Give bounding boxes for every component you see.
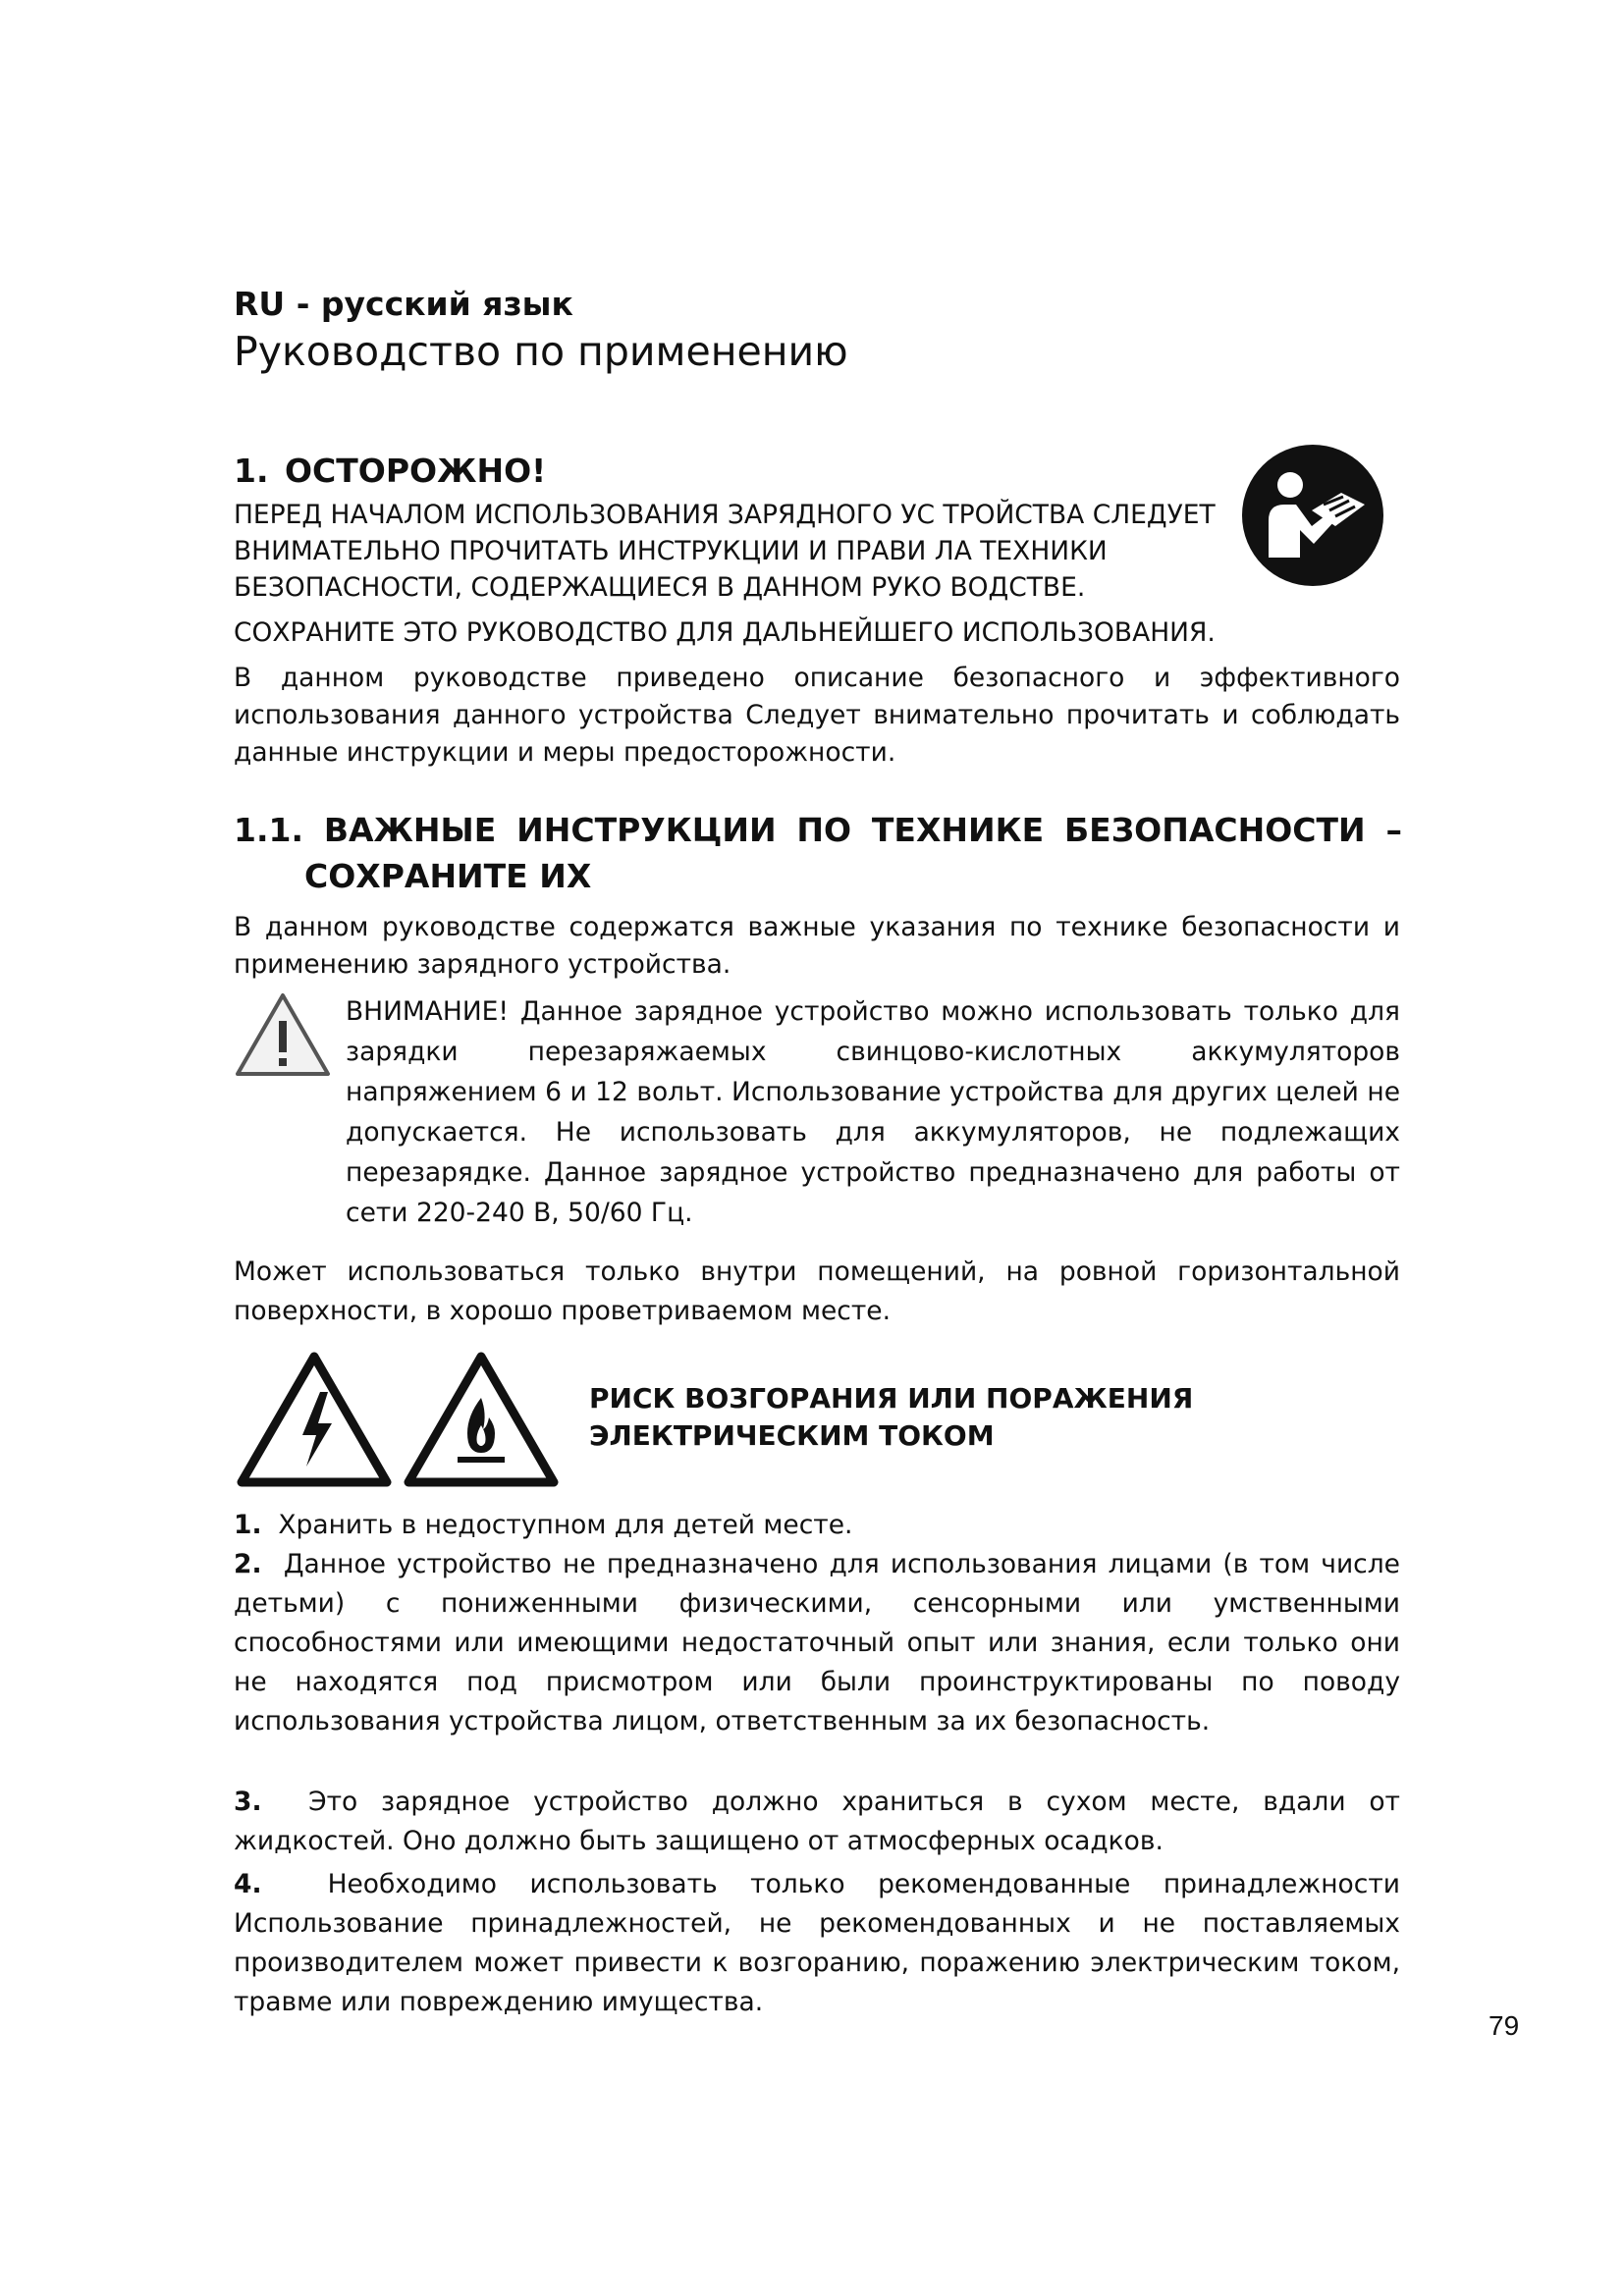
section-1-heading [234,452,546,490]
heading-word: БЕЗОПАСНОСТИ [1064,811,1366,849]
section-1-1-heading-line-1 [234,811,1402,849]
section-1-1-heading-line-2: СОХРАНИТЕ ИХ [304,857,592,895]
heading-word: ИНСТРУКЦИИ [516,811,777,849]
section-1-title: ОСТОРОЖНО! [285,452,547,490]
indoor-use-text: Может использоваться только внутри помещений, на ровной горизонтальной поверхности, в хорошо проветриваемом месте. [234,1256,1400,1326]
list-item [234,1506,1400,1545]
electric-hazard-icon [236,1351,393,1488]
caution-line-2: ВНИМАТЕЛЬНО ПРОЧИТАТЬ ИНСТРУКЦИИ И ПРАВИ ЛА ТЕХНИКИ [234,536,1108,566]
list-item-text: Хранить в недоступном для детей месте. [278,1510,853,1540]
page-number: 79 [1489,2010,1520,2041]
list-item [234,1783,1400,1861]
section-1-number: 1. [234,452,269,490]
heading-word: ВАЖНЫЕ [323,811,497,849]
read-manual-icon [1239,442,1386,589]
heading-word: ПО [796,811,852,849]
section-1-1-number: 1.1. [234,811,303,849]
list-item-text: Данное устройство не предназначено для использования лицами (в том числе детьми) с пониженными физическими, сенсорными или умственными способностями или имеющими недостаточный опыт или знания, если только они не находятся под присмотром или были проинструктированы по поводу использования устройства лицом, ответственным за их безопасность. [234,1549,1400,1736]
risk-title: РИСК ВОЗГОРАНИЯ ИЛИ ПОРАЖЕНИЯ ЭЛЕКТРИЧЕСКИМ ТОКОМ [589,1382,1194,1452]
fire-hazard-icon [403,1351,560,1488]
section-1-intro: В данном руководстве приведено описание безопасного и эффективного использования данного устройства Следует внимательно прочитать и соблюдать данные инструкции и меры предосторожности. [234,663,1400,768]
heading-word: ТЕХНИКЕ [871,811,1045,849]
warning-triangle-icon [234,991,332,1078]
list-item-number: 3. [234,1787,262,1817]
caution-line-4: СОХРАНИТЕ ЭТО РУКОВОДСТВО ДЛЯ ДАЛЬНЕЙШЕГО ИСПОЛЬЗОВАНИЯ. [234,617,1216,648]
heading-word: – [1385,811,1402,849]
list-item [234,1545,1400,1741]
warning-text: ВНИМАНИЕ! Данное зарядное устройство можно использовать только для зарядки перезаряжаемых свинцово-кислотных аккумуляторов напряжением 6 и 12 вольт. Использование устройства для других целей не допускается. Не использовать для аккумуляторов, не подлежащих перезарядке. Данное зарядное устройство предназначено для работы от сети 220-240 В, 50/60 Гц. [346,996,1400,1228]
list-item-number: 2. [234,1549,262,1579]
caution-line-1: ПЕРЕД НАЧАЛОМ ИСПОЛЬЗОВАНИЯ ЗАРЯДНОГО УС ТРОЙСТВА СЛЕДУЕТ [234,500,1216,530]
list-item-number: 1. [234,1510,262,1540]
list-item [234,1865,1400,2022]
caution-line-3: БЕЗОПАСНОСТИ, СОДЕРЖАЩИЕСЯ В ДАННОМ РУКО ВОДСТВЕ. [234,572,1086,603]
list-item-number: 4. [234,1869,262,1899]
list-item-text: Необходимо использовать только рекомендованные принадлежности Использование принадлежностей, не рекомендованных и не поставляемых производителем может привести к возгоранию, поражению электрическим током, травме или повреждению имущества. [234,1869,1400,2017]
list-item-text: Это зарядное устройство должно храниться в сухом месте, вдали от жидкостей. Оно должно быть защищено от атмосферных осадков. [234,1787,1400,1856]
language-label: RU - русский язык [234,285,573,323]
section-1-1-intro: В данном руководстве содержатся важные указания по технике безопасности и применению зарядного устройства. [234,912,1400,980]
document-title: Руководство по применению [234,328,848,375]
section-1-1-heading [234,811,1402,895]
